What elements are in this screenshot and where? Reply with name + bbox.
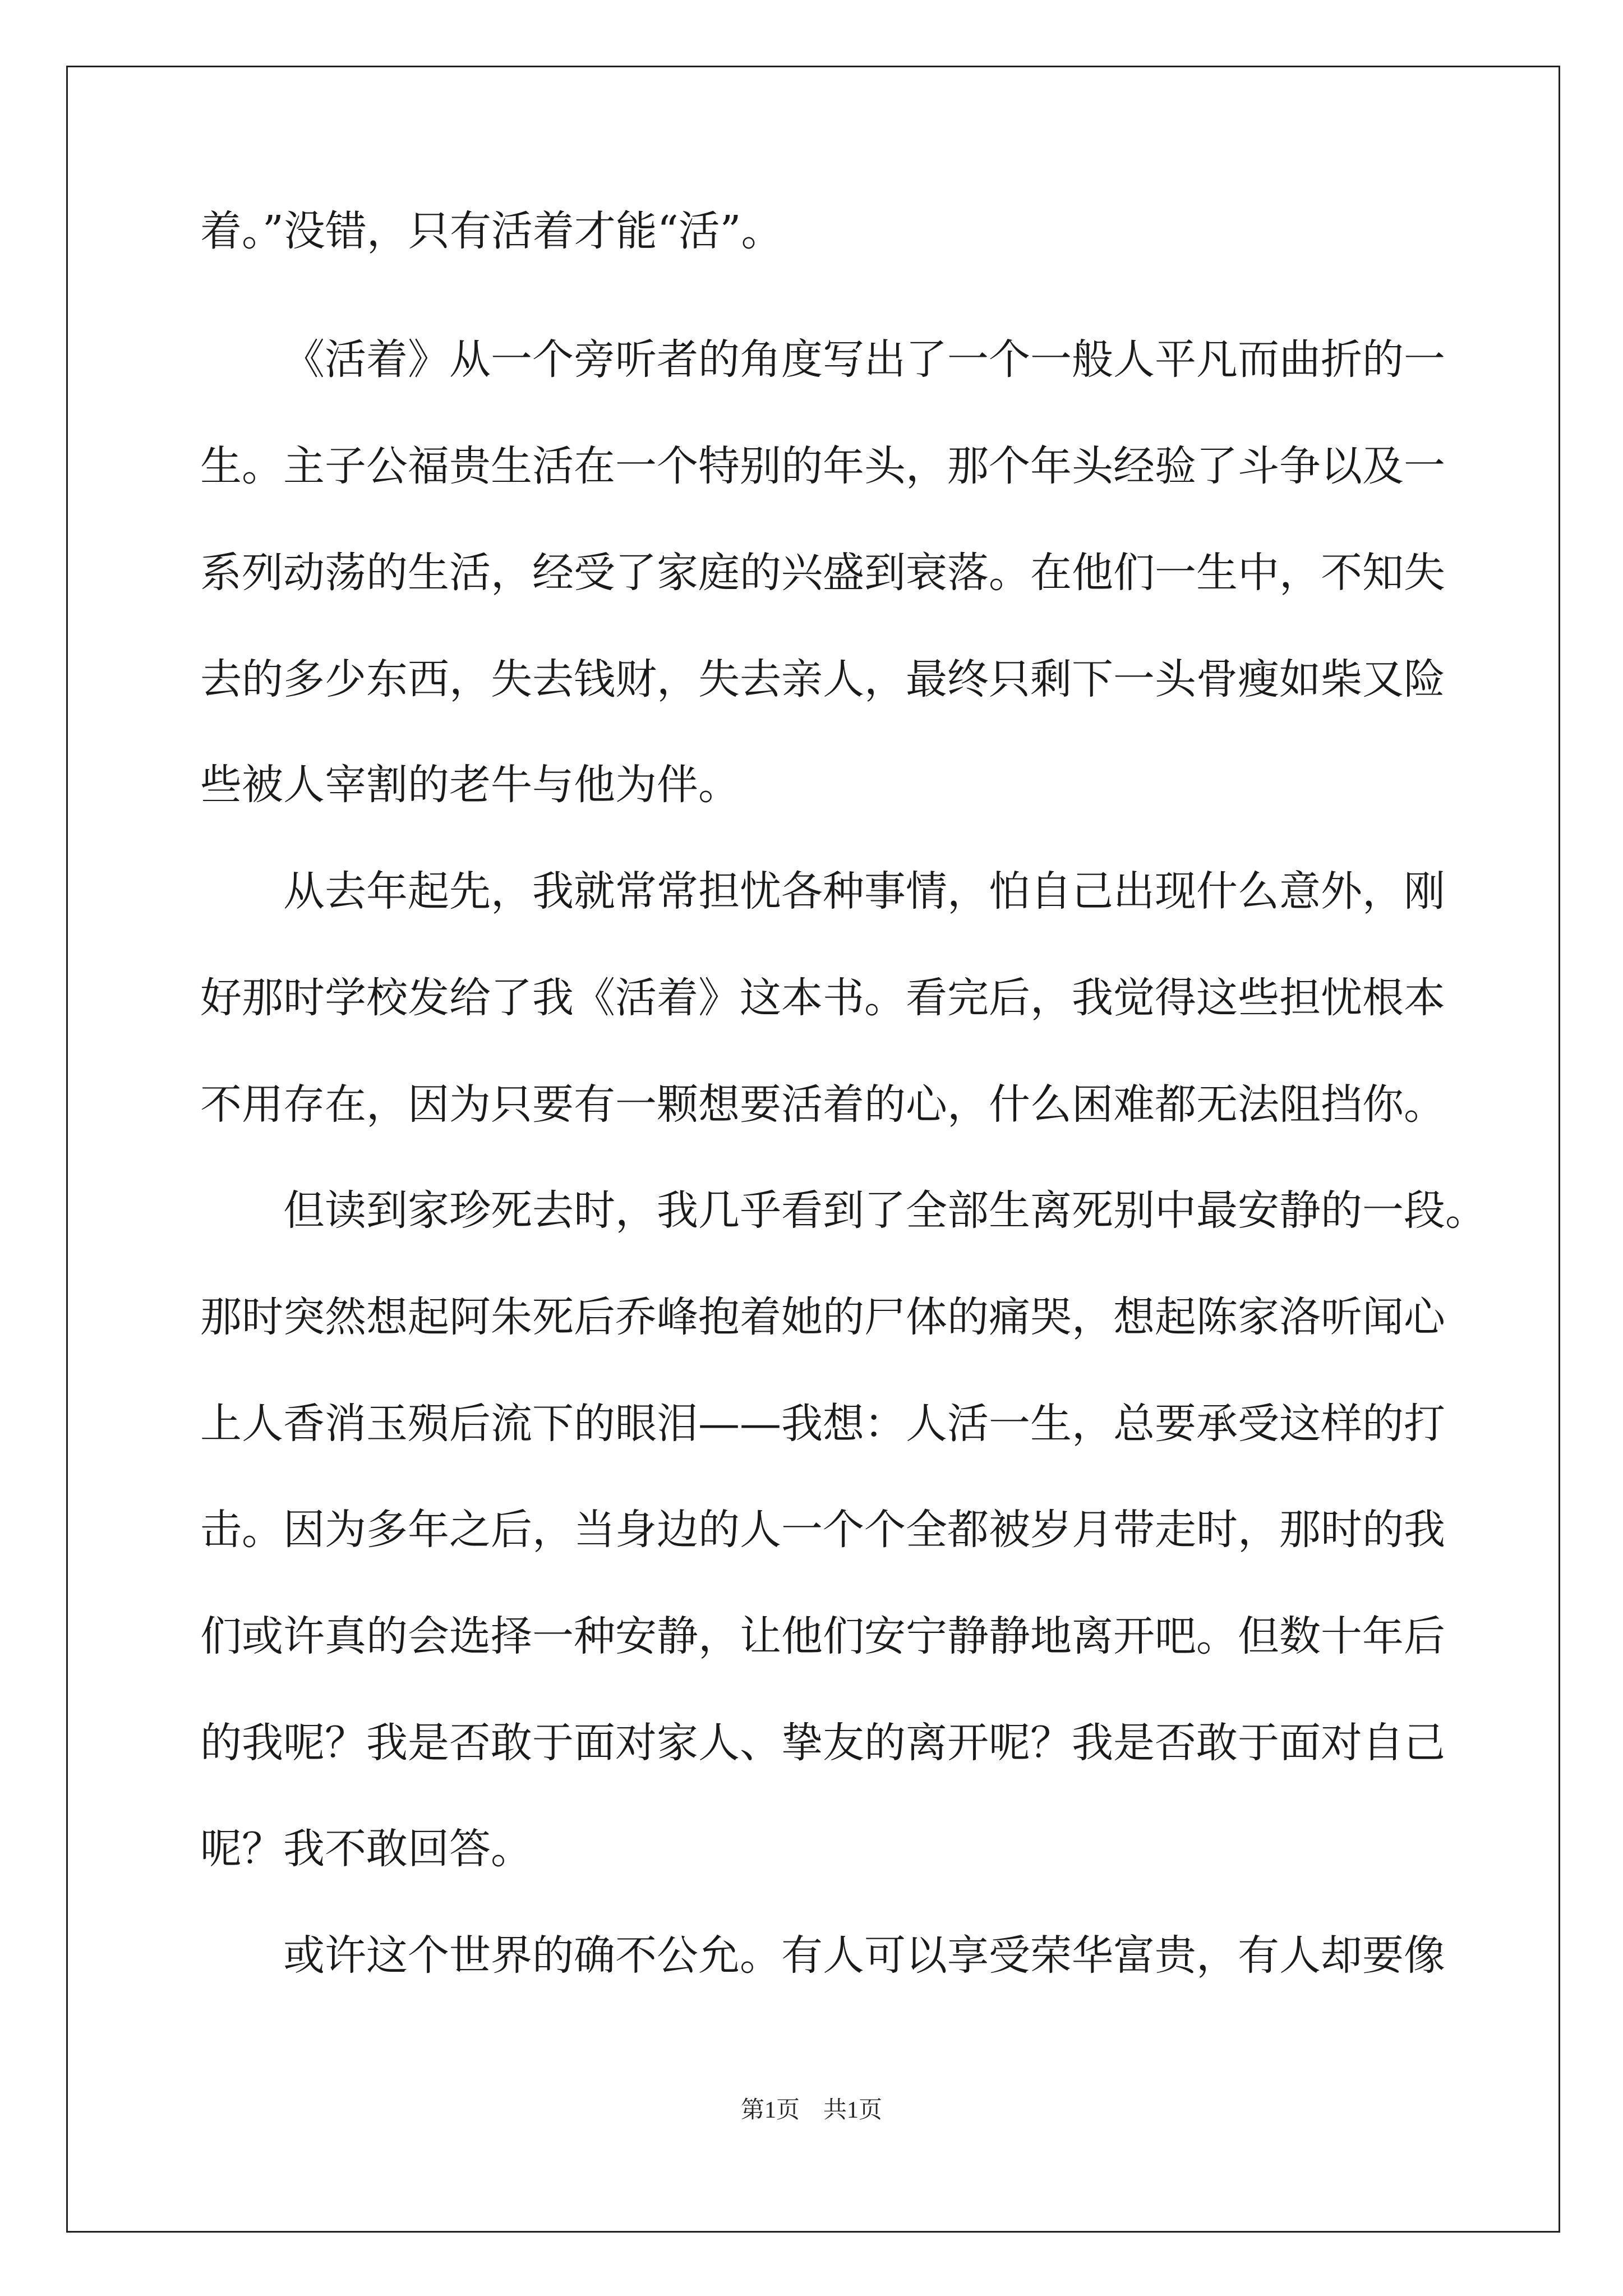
paragraph-start-line: 从去年起先，我就常常担忧各种事情，怕自己出现什么意外，刚 [283,867,1445,915]
text-line: 去的多少东西，失去钱财，失去亲人，最终只剩下一头骨瘦如柴又险 [200,655,1445,703]
text-line: 生。主子公福贵生活在一个特别的年头，那个年头经验了斗争以及一 [200,442,1445,490]
text-line: 们或许真的会选择一种安静，让他们安宁静静地离开吧。但数十年后 [200,1612,1445,1660]
text-line: 不用存在，因为只要有一颗想要活着的心，什么困难都无法阻挡你。 [200,1080,1445,1129]
paragraph-start-line: 或许这个世界的确不公允。有人可以享受荣华富贵，有人却要像 [283,1931,1445,1980]
page-number-footer: 第1页 共1页 [740,2097,882,2123]
text-line: 上人香消玉殒后流下的眼泪——我想：人活一生，总要承受这样的打 [200,1400,1445,1448]
text-line: 击。因为多年之后，当身边的人一个个全都被岁月带走时，那时的我 [200,1506,1445,1554]
page-border [66,66,1560,2233]
paragraph-start-line: 《活着》从一个旁听者的角度写出了一个一般人平凡而曲折的一 [283,335,1445,384]
text-line: 好那时学校发给了我《活着》这本书。看完后，我觉得这些担忧根本 [200,974,1445,1022]
text-line: 那时突然想起阿朱死后乔峰抱着她的尸体的痛哭，想起陈家洛听闻心 [200,1293,1445,1341]
text-line: 着。”没错，只有活着才能“活”。 [200,207,783,255]
text-line: 的我呢？我是否敢于面对家人、挚友的离开呢？我是否敢于面对自己 [200,1719,1445,1767]
text-line: 呢？我不敢回答。 [200,1825,532,1873]
text-line: 些被人宰割的老牛与他为伴。 [200,761,740,809]
text-line: 系列动荡的生活，经受了家庭的兴盛到衰落。在他们一生中，不知失 [200,549,1445,597]
paragraph-start-line: 但读到家珍死去时，我几乎看到了全部生离死别中最安静的一段。 [283,1186,1487,1235]
